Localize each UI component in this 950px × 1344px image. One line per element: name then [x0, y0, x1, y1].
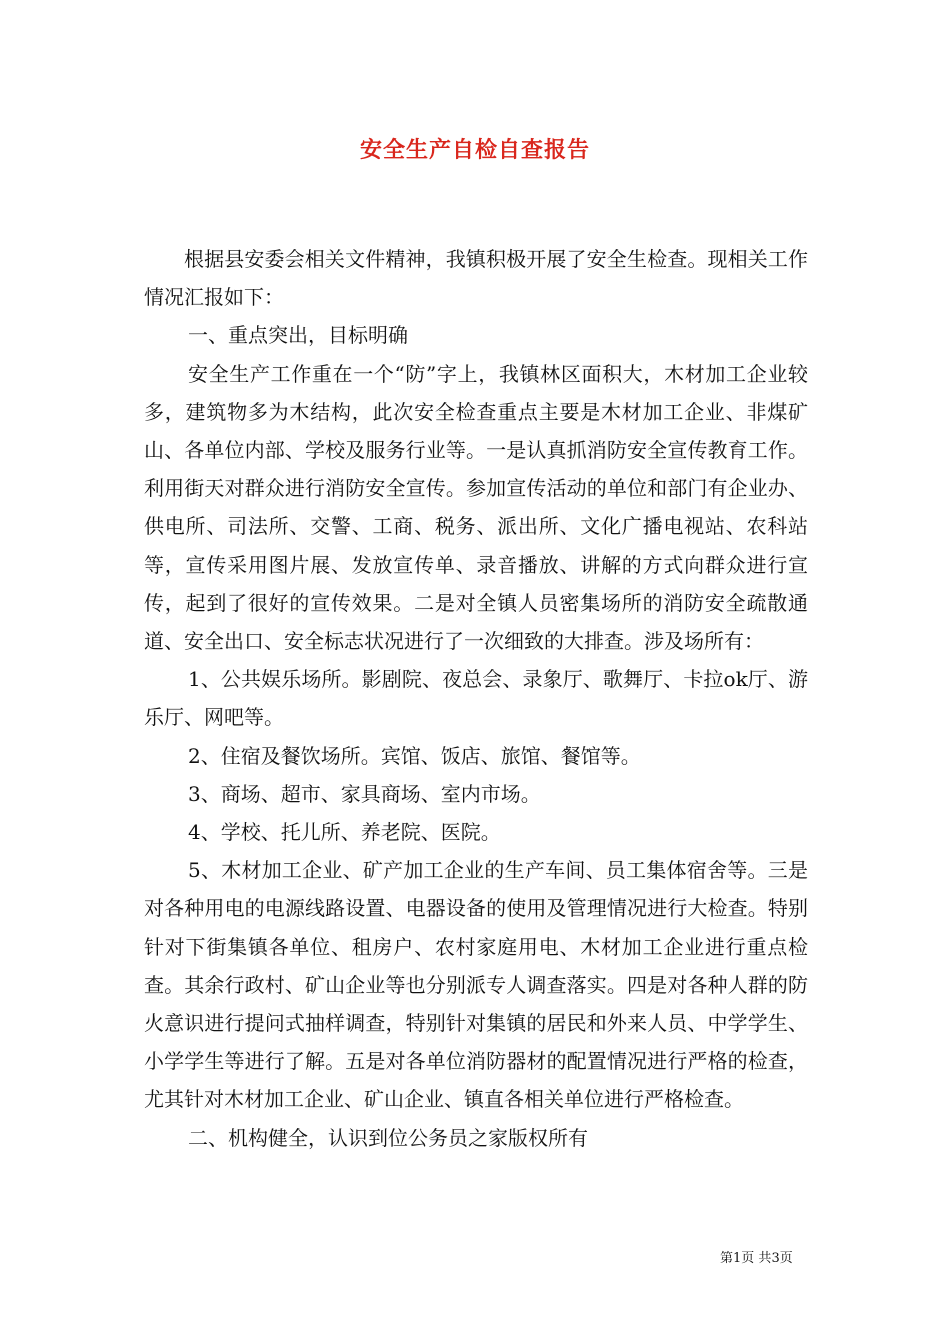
- paragraph-intro: 根据县安委会相关文件精神，我镇积极开展了安全生检查。现相关工作情况汇报如下：: [144, 247, 808, 310]
- section-heading-2: 二、机构健全，认识到位公务员之家版权所有: [188, 1125, 588, 1150]
- section-heading-1: 一、重点突出，目标明确: [188, 323, 408, 348]
- page-number-current: 1: [733, 1251, 742, 1266]
- page-number-suffix: 页: [779, 1251, 793, 1266]
- list-item-3: 3、商场、超市、家具商场、室内市场。: [188, 781, 541, 806]
- page-number: [720, 1247, 820, 1266]
- document-title: 安全生产自检自查报告: [359, 137, 590, 163]
- page-number-total: 3: [771, 1251, 780, 1266]
- page-number-prefix: 第: [720, 1251, 734, 1266]
- list-item-2: 2、住宿及餐饮场所。宾馆、饭店、旅馆、餐馆等。: [188, 743, 641, 768]
- list-item-5: 5、木材加工企业、矿产加工企业的生产车间、员工集体宿舍等。三是对各种用电的电源线路设置、电器设备的使用及管理情况进行大检查。特别针对下街集镇各单位、租房户、农村家庭用电、木材加工企业进行重点检查。其余行政村、矿山企业等也分别派专人调查落实。四是对各种人群的防火意识进行提问式抽样调查，特别针对集镇的居民和外来人员、中学学生、小学学生等进行了解。五是对各单位消防器材的配置情况进行严格的检查，尤其针对木材加工企业、矿山企业、镇直各相关单位进行严格检查。: [144, 858, 808, 1112]
- page-number-middle: 页 共: [741, 1251, 772, 1266]
- document-body: [144, 240, 808, 1157]
- list-item-4: 4、学校、托儿所、养老院、医院。: [188, 820, 501, 845]
- list-item-1: 1、公共娱乐场所。影剧院、夜总会、录象厅、歌舞厅、卡拉ok厅、游乐厅、网吧等。: [144, 667, 808, 730]
- paragraph-section-1: 安全生产工作重在一个“防”字上，我镇林区面积大，木材加工企业较多，建筑物多为木结构，此次安全检查重点主要是木材加工企业、非煤矿山、各单位内部、学校及服务行业等。一是认真抓消防安全宣传教育工作。利用街天对群众进行消防安全宣传。参加宣传活动的单位和部门有企业办、供电所、司法所、交警、工商、税务、派出所、文化广播电视站、农科站等，宣传采用图片展、发放宣传单、录音播放、讲解的方式向群众进行宣传，起到了很好的宣传效果。二是对全镇人员密集场所的消防安全疏散通道、安全出口、安全标志状况进行了一次细致的大排查。涉及场所有：: [144, 361, 808, 654]
